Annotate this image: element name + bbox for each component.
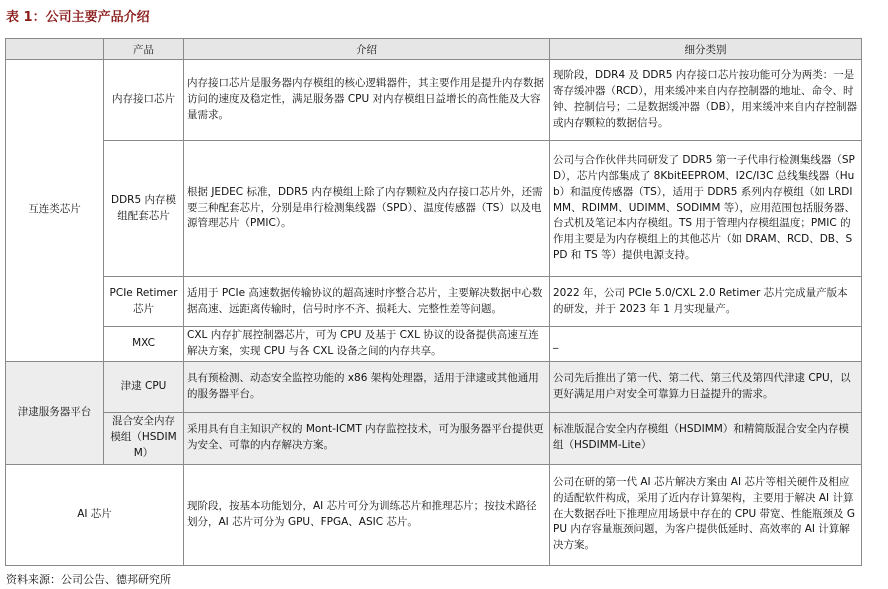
table-row xyxy=(6,141,862,277)
detail-cell: 2022 年，公司 PCIe 5.0/CXL 2.0 Retimer 芯片完成量产版本的研发，并于 2023 年 1 月实现量产。 xyxy=(550,277,862,327)
table-row xyxy=(6,60,862,141)
table-title: 表 1：公司主要产品介绍 xyxy=(6,10,150,25)
product-cell: DDR5 内存模组配套芯片 xyxy=(104,141,184,277)
product-cell: PCIe Retimer 芯片 xyxy=(104,277,184,327)
product-table xyxy=(5,38,862,566)
detail-cell: 现阶段，DDR4 及 DDR5 内存接口芯片按功能可分为两类：一是寄存缓冲器（RCD），用来缓冲来自内存控制器的地址、命令、时钟、控制信号；二是数据缓冲器（DB），用来缓冲来自内存控制器或内存颗粒的数据信号。 xyxy=(550,60,862,141)
header-intro: 介绍 xyxy=(184,39,550,60)
table-row xyxy=(6,327,862,362)
intro-cell: 采用具有自主知识产权的 Mont-ICMT 内存监控技术，可为服务器平台提供更为安全、可靠的内存解决方案。 xyxy=(184,412,550,464)
detail-cell: _ xyxy=(550,327,862,362)
intro-cell: CXL 内存扩展控制器芯片，可为 CPU 及基于 CXL 协议的设备提供高速互连解决方案，实现 CPU 与各 CXL 设备之间的内存共享。 xyxy=(184,327,550,362)
product-cell: 津逮 CPU xyxy=(104,361,184,412)
intro-cell: 根据 JEDEC 标准，DDR5 内存模组上除了内存颗粒及内存接口芯片外，还需要三种配套芯片，分别是串行检测集线器（SPD）、温度传感器（TS）以及电源管理芯片（PMIC）。 xyxy=(184,141,550,277)
header-row xyxy=(6,39,862,60)
detail-cell: 公司在研的第一代 AI 芯片解决方案由 AI 芯片等相关硬件及相应的适配软件构成，采用了近内存计算架构，主要用于解决 AI 计算在大数据吞吐下推理应用场景中存在的 CPU 带宽、性能瓶颈及 GPU 内存容量瓶颈问题，为客户提供低延时、高效率的 AI 计算解决方案。 xyxy=(550,464,862,565)
product-cell: MXC xyxy=(104,327,184,362)
group-ai: AI 芯片 xyxy=(6,464,184,565)
intro-cell: 内存接口芯片是服务器内存模组的核心逻辑器件，其主要作用是提升内存数据访问的速度及稳定性，满足服务器 CPU 对内存模组日益增长的高性能及大容量需求。 xyxy=(184,60,550,141)
intro-cell: 适用于 PCIe 高速数据传输协议的超高速时序整合芯片，主要解决数据中心数据高速、远距离传输时，信号时序不齐、损耗大、完整性差等问题。 xyxy=(184,277,550,327)
detail-cell: 标准版混合安全内存模组（HSDIMM）和精简版混合安全内存模组（HSDIMM-Lite） xyxy=(550,412,862,464)
header-detail: 细分类别 xyxy=(550,39,862,60)
group-jintide: 津逮服务器平台 xyxy=(6,361,104,464)
header-product: 产品 xyxy=(104,39,184,60)
header-category xyxy=(6,39,104,60)
source-note: 资料来源：公司公告、德邦研究所 xyxy=(6,573,171,586)
table-row xyxy=(6,277,862,327)
table-row xyxy=(6,412,862,464)
table-row xyxy=(6,361,862,412)
product-cell: 内存接口芯片 xyxy=(104,60,184,141)
product-cell: 混合安全内存模组（HSDIMM） xyxy=(104,412,184,464)
intro-cell: 现阶段，按基本功能划分，AI 芯片可分为训练芯片和推理芯片；按技术路径划分，AI 芯片可分为 GPU、FPGA、ASIC 芯片。 xyxy=(184,464,550,565)
table-row xyxy=(6,464,862,565)
intro-cell: 具有预检测、动态安全监控功能的 x86 架构处理器，适用于津逮或其他通用的服务器平台。 xyxy=(184,361,550,412)
detail-cell: 公司与合作伙伴共同研发了 DDR5 第一子代串行检测集线器（SPD），芯片内部集成了 8KbitEEPROM、I2C/I3C 总线集线器（Hub）和温度传感器（TS），适用于 DDR5 系列内存模组（如 LRDIMM、RDIMM、UDIMM、SODIMM 等），应用范围包括服务器、台式机及笔记本内存模组。TS 用于管理内存模组温度；PMIC 的作用主要是为内存模组上的其他芯片（如 DRAM、RCD、DB、SPD 和 TS 等）提供电源支持。 xyxy=(550,141,862,277)
group-interconnect: 互连类芯片 xyxy=(6,60,104,362)
detail-cell: 公司先后推出了第一代、第二代、第三代及第四代津逮 CPU，以更好满足用户对安全可靠算力日益提升的需求。 xyxy=(550,361,862,412)
